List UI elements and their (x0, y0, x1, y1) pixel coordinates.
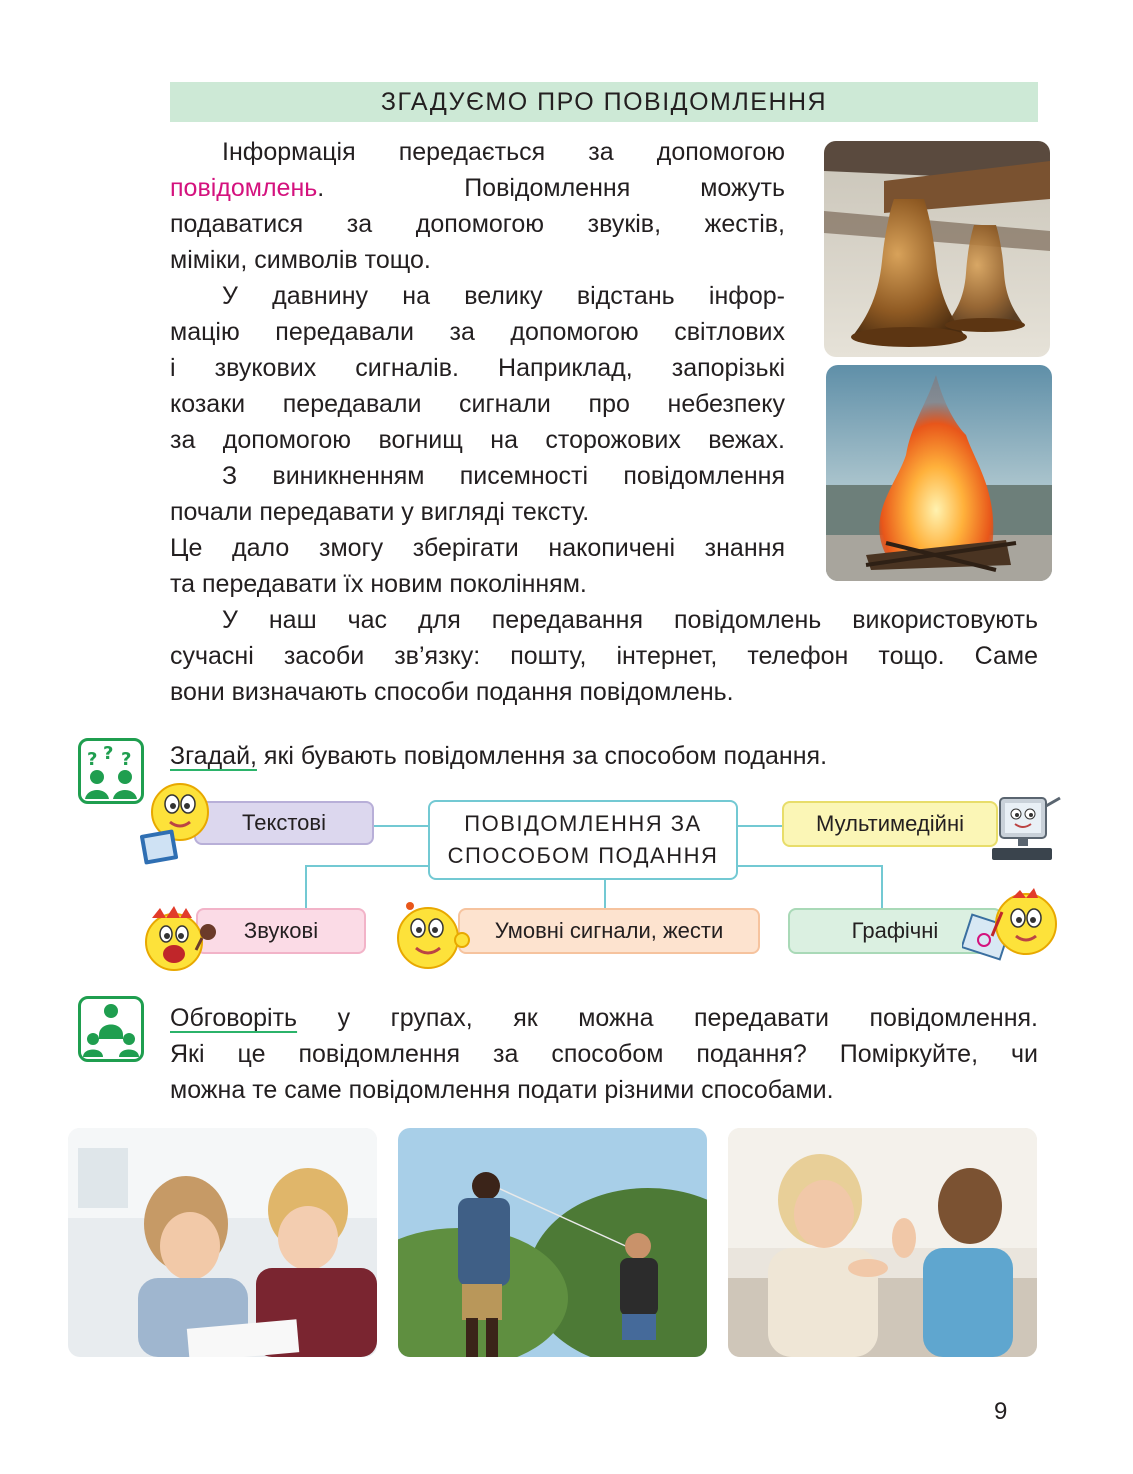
node-graphic-label: Графічні (851, 918, 939, 943)
diagram-center-line: СПОСОБОМ ПОДАННЯ (447, 843, 719, 868)
node-sound (196, 908, 366, 954)
intro-line: міміки, символів тощо. (170, 246, 431, 274)
intro-line: повідомлень. Повідомлення можуть (170, 174, 785, 202)
node-signals (458, 908, 760, 954)
diagram-center-line: ПОВІДОМЛЕННЯ ЗА (464, 811, 702, 836)
mascot-gesture-icon (392, 898, 472, 976)
task1-rest: які бувають повідомлення за способом подання. (256, 742, 828, 770)
sign-language-photo (728, 1128, 1037, 1357)
task2-line: Обговоріть у групах, як можна передавати повідомлення. (170, 1004, 1038, 1032)
intro-line: почали передавати у вигляді тексту. (170, 498, 590, 526)
task2-line: Які це повідомлення за способом подання? Поміркуйте, чи (170, 1040, 1038, 1068)
section-title: ЗГАДУЄМО ПРО ПОВІДОМЛЕННЯ (380, 87, 828, 116)
diagram-center-box (428, 800, 738, 880)
task2-line: можна те саме повідомлення подати різними способами. (170, 1076, 834, 1104)
modern-line: сучасні засоби зв’язку: пошту, інтернет, телефон тощо. Саме (170, 642, 1038, 670)
group-discussion-icon (78, 996, 144, 1062)
task1-keyword: Згадай, (170, 742, 257, 770)
intro-line: та передавати їх новим поколінням. (170, 570, 587, 598)
node-multimedia-label: Мультимедійні (816, 811, 964, 836)
intro-line: і звукових сигналів. Наприклад, запорізькі (170, 354, 785, 382)
task2-text (170, 1000, 1038, 1108)
term-highlight: повідомлень (170, 174, 318, 202)
node-signals-label: Умовні сигнали, жести (494, 918, 724, 943)
modern-line: У наш час для передавання повідомлень використовують (222, 606, 1038, 634)
intro-line: У давнину на велику відстань інфор- (222, 282, 785, 310)
mascot-drawing-icon (962, 884, 1062, 978)
modern-line: вони визначають способи подання повідомлень. (170, 678, 734, 706)
svg-text:?: ? (121, 749, 132, 770)
svg-text:?: ? (103, 743, 114, 764)
kids-writing-photo (68, 1128, 377, 1357)
intro-line: Це дало змогу зберігати накопичені знання (170, 534, 785, 562)
page-number: 9 (994, 1398, 1008, 1425)
intro-line: за допомогою вогнищ на сторожових вежах. (170, 426, 785, 454)
mascot-computer-icon (990, 794, 1064, 866)
node-text (194, 801, 374, 845)
task2-keyword: Обговоріть (170, 1004, 298, 1032)
mascot-singing-icon (140, 904, 220, 976)
intro-line: подаватися за допомогою звуків, жестів, (170, 210, 785, 238)
node-text-label: Текстові (242, 810, 326, 835)
tin-can-phone-photo (398, 1128, 707, 1357)
intro-line: козаки передавали сигнали про небезпеку (170, 390, 785, 418)
node-multimedia (782, 801, 998, 847)
intro-line: Інформація передається за допомогою (222, 138, 785, 166)
svg-text:?: ? (87, 749, 98, 770)
intro-line: З виникненням писемності повідомлення (222, 462, 785, 490)
node-sound-label: Звукові (243, 918, 319, 943)
intro-line: мацію передавали за допомогою світлових (170, 318, 785, 346)
mascot-reading-icon (140, 774, 210, 866)
